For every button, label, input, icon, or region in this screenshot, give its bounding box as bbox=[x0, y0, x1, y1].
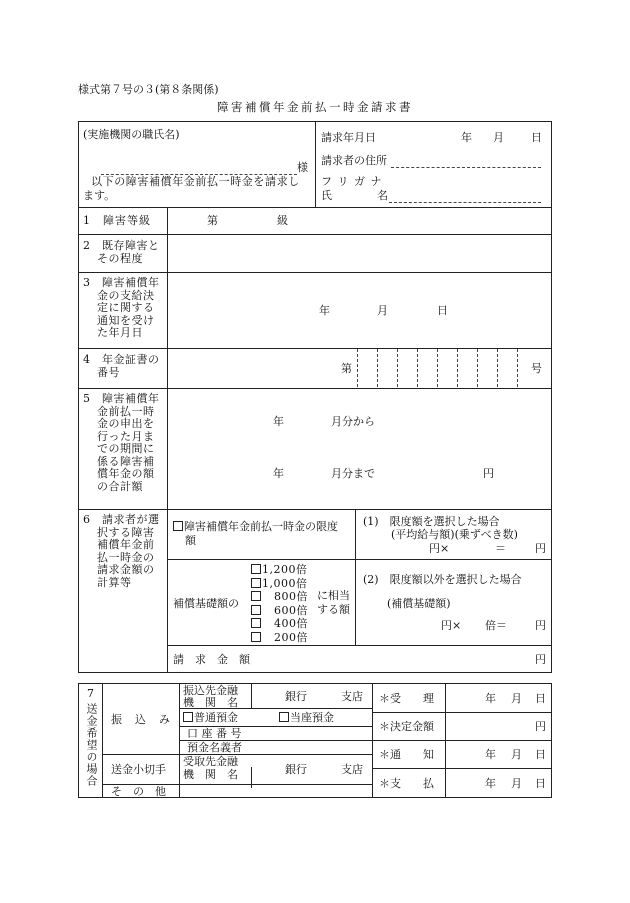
row3-label: 3 障害補償年 金の支給決 定に関する 通知を受け た年月日 bbox=[83, 276, 160, 339]
kettei-label: ＊決定金額 bbox=[379, 720, 434, 733]
opt1-eq: ＝ bbox=[495, 542, 506, 555]
limit-checkbox[interactable] bbox=[173, 521, 183, 531]
futsu-option[interactable]: 普通預金 bbox=[183, 711, 238, 724]
account-holder-label: 預金名義者 bbox=[187, 741, 242, 754]
sama-label: 様 bbox=[297, 161, 308, 174]
date-year: 年 bbox=[461, 131, 472, 144]
notice-month: 月 bbox=[377, 304, 388, 317]
shiharai-label: ＊支 払 bbox=[379, 777, 434, 790]
request-text: 以下の障害補償年金前払一時金を請求し bbox=[91, 175, 300, 188]
transfer-label: 振 込 み bbox=[111, 713, 171, 726]
multiplier-option[interactable]: 600倍 bbox=[251, 604, 308, 618]
request-date-label: 請求年月日 bbox=[321, 131, 376, 144]
shiharai-month: 月 bbox=[511, 777, 522, 790]
period-to: 月分まで bbox=[331, 467, 375, 480]
multiplier-option[interactable]: 800倍 bbox=[251, 590, 308, 604]
recv-bank-label: 受取先金融 bbox=[183, 755, 238, 768]
bank-label-2: 機 関 名 bbox=[183, 696, 238, 709]
name-label-2: 名 bbox=[377, 189, 388, 202]
request-text-2: ます。 bbox=[83, 189, 116, 202]
tsuchi-label: ＊通 知 bbox=[379, 748, 434, 761]
juri-day: 日 bbox=[535, 692, 546, 705]
tsuchi-day: 日 bbox=[535, 748, 546, 761]
kettei-yen: 円 bbox=[535, 720, 546, 733]
row6-label: 6 請求者が選 択する障害 補償年金前 払一時金の 請求金額の 計算等 bbox=[83, 513, 160, 589]
row2-label: 2 既存障害と その程度 bbox=[83, 239, 160, 265]
remit-vertical-label: 送金希望の場合 bbox=[85, 703, 98, 787]
notice-year: 年 bbox=[319, 304, 330, 317]
row5-label: 5 障害補償年 金前払一時 金の申出を 行った月ま での期間に 係る障害補 償年金の額 の合計額 bbox=[83, 392, 160, 493]
row1-label: 1 障害等級 bbox=[83, 214, 151, 227]
institution-label: (実施機関の職氏名) bbox=[83, 128, 180, 141]
date-day: 日 bbox=[531, 131, 542, 144]
opt2-yen: 円× bbox=[441, 619, 462, 632]
multiplier-option[interactable]: 200倍 bbox=[251, 631, 308, 645]
opt1-title: (1) 限度額を選択した場合 bbox=[363, 515, 500, 528]
shiharai-day: 日 bbox=[535, 777, 546, 790]
period-total-yen: 円 bbox=[483, 467, 494, 480]
limit-option-2: 額 bbox=[185, 534, 196, 547]
opt2-yen2: 円 bbox=[535, 619, 546, 632]
equiv-label: に相当 bbox=[317, 589, 350, 602]
opt1-yen1: 円× bbox=[429, 542, 450, 555]
grade-dai: 第 bbox=[207, 214, 218, 227]
other-label: そ の 他 bbox=[111, 785, 166, 798]
opt2-title: (2) 限度額以外を選択した場合 bbox=[363, 573, 522, 586]
date-month: 月 bbox=[493, 131, 504, 144]
grade-kyu: 級 bbox=[277, 214, 288, 227]
opt1-yen2: 円 bbox=[535, 542, 546, 555]
juri-label: ＊受 理 bbox=[379, 692, 434, 705]
opt2-bai: 倍＝ bbox=[485, 619, 507, 632]
tsuchi-month: 月 bbox=[511, 748, 522, 761]
account-number-label: 口 座 番 号 bbox=[187, 727, 242, 740]
bank-label: 振込先金融 bbox=[183, 684, 238, 697]
recv-ginko: 銀行 bbox=[285, 763, 307, 776]
equiv-label-2: する額 bbox=[317, 603, 350, 616]
bank-shiten: 支店 bbox=[341, 690, 363, 703]
tsuchi-year: 年 bbox=[485, 748, 496, 761]
base-amount-label: 補償基礎額の bbox=[173, 597, 239, 610]
juri-month: 月 bbox=[511, 692, 522, 705]
notice-day: 日 bbox=[437, 304, 448, 317]
row4-label: 4 年金証書の 番号 bbox=[83, 353, 160, 379]
claim-amount-yen: 円 bbox=[535, 653, 546, 666]
period-to-year: 年 bbox=[273, 467, 284, 480]
remit-number: 7 bbox=[87, 687, 94, 700]
cert-dai: 第 bbox=[341, 362, 352, 375]
furigana-label: フ リ ガ ナ bbox=[321, 175, 383, 188]
main-form-table bbox=[78, 121, 552, 673]
shiharai-year: 年 bbox=[485, 777, 496, 790]
multiplier-option[interactable]: 1,200倍 bbox=[251, 563, 308, 577]
form-number: 様式第７号の３(第８条関係) bbox=[78, 83, 219, 96]
toza-option[interactable]: 当座預金 bbox=[279, 711, 334, 724]
multiplier-list bbox=[251, 563, 308, 645]
remittance-table bbox=[78, 683, 552, 798]
period-from-year: 年 bbox=[273, 415, 284, 428]
address-input[interactable] bbox=[391, 167, 541, 168]
recv-shiten: 支店 bbox=[341, 763, 363, 776]
limit-option[interactable]: 障害補償年金前払一時金の限度 bbox=[173, 520, 338, 533]
address-label: 請求者の住所 bbox=[321, 154, 387, 167]
form-title: 障害補償年金前払一時金請求書 bbox=[217, 100, 413, 114]
juri-year: 年 bbox=[485, 692, 496, 705]
multiplier-option[interactable]: 400倍 bbox=[251, 617, 308, 631]
cert-go: 号 bbox=[531, 362, 542, 375]
bank-ginko: 銀行 bbox=[285, 690, 307, 703]
period-from: 月分から bbox=[331, 415, 375, 428]
opt2-sub: (補償基礎額) bbox=[387, 597, 451, 610]
name-label: 氏 bbox=[321, 189, 332, 202]
claim-amount-label: 請 求 金 額 bbox=[173, 653, 250, 666]
recv-bank-label-2: 機 関 名 bbox=[183, 768, 238, 781]
multiplier-option[interactable]: 1,000倍 bbox=[251, 577, 308, 591]
name-input[interactable] bbox=[389, 202, 541, 203]
check-label: 送金小切手 bbox=[111, 763, 166, 776]
opt1-formula: (平均給与額)(乗ずべき数) bbox=[391, 528, 518, 541]
